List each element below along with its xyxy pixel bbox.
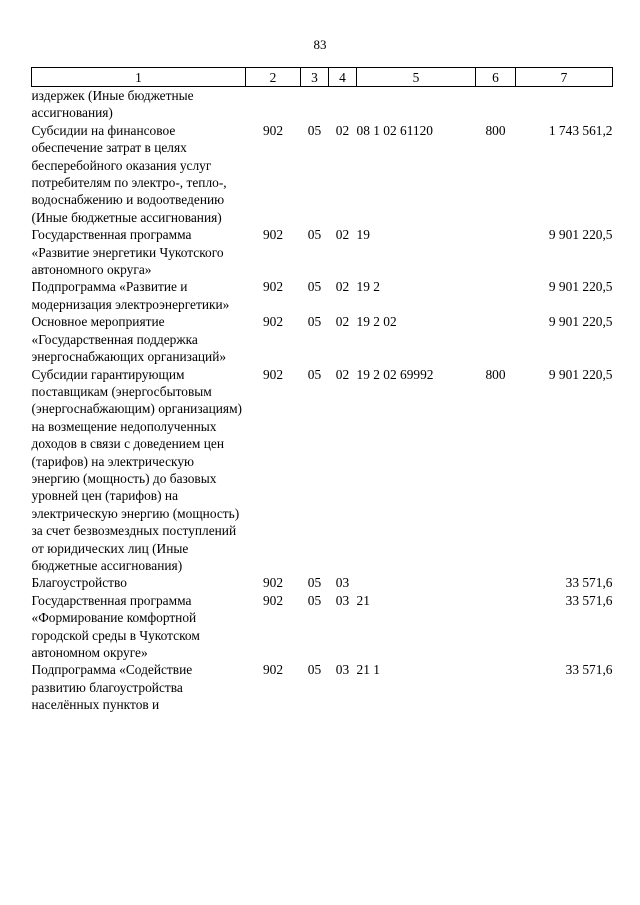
- row-amount: 33 571,6: [565, 575, 613, 591]
- row-subsection-code: 03: [335, 662, 350, 678]
- row-expense-type: [476, 574, 516, 591]
- header-col-4: 4: [329, 68, 357, 87]
- table-header-row: [32, 68, 613, 87]
- row-subsection-code: [329, 87, 357, 122]
- table-row: [32, 313, 613, 365]
- table-row: [32, 574, 613, 591]
- row-ministry-code: 902: [262, 366, 284, 382]
- row-name: Субсидии гарантирующим поставщикам (энергосбытовым (энергоснабжающим) организациям) на возмещение недополученных доходов в связи с доведением цен (тарифов) на электрическую энергию (мощность) до базовых уровней цен (тарифов) на электрическую энергию (мощность) за счет безвозмездных поступлений от юридических лиц (Иные бюджетные ассигнования): [31, 366, 243, 573]
- row-ministry-code: 902: [262, 592, 284, 608]
- table-row: [32, 661, 613, 713]
- row-section-code: 05: [307, 575, 322, 591]
- row-ministry-code: 902: [262, 314, 284, 330]
- header-col-2: 2: [246, 68, 301, 87]
- table-row: [32, 592, 613, 662]
- row-ministry-code: 902: [262, 122, 284, 138]
- table-row: [32, 87, 613, 122]
- row-name: Подпрограмма «Содействие развитию благоустройства населённых пунктов и: [31, 662, 193, 713]
- row-amount: [516, 87, 613, 122]
- row-subsection-code: 03: [335, 575, 350, 591]
- page-number: 83: [313, 37, 327, 52]
- row-name: Подпрограмма «Развитие и модернизация электроэнергетики»: [31, 279, 230, 312]
- header-col-3: 3: [301, 68, 329, 87]
- row-amount: 9 901 220,5: [548, 227, 613, 243]
- row-section-code: 05: [307, 592, 322, 608]
- row-target-code: 19 2 02: [356, 314, 397, 330]
- row-amount: 33 571,6: [565, 662, 613, 678]
- row-amount: 9 901 220,5: [548, 366, 613, 382]
- row-expense-type: [476, 592, 516, 662]
- row-section-code: 05: [307, 366, 322, 382]
- row-target-code: 21 1: [356, 662, 380, 678]
- row-subsection-code: 02: [335, 366, 350, 382]
- table-row: [32, 278, 613, 313]
- row-target-code: 19 2: [356, 279, 380, 295]
- row-subsection-code: 03: [335, 592, 350, 608]
- row-subsection-code: 02: [335, 314, 350, 330]
- row-section-code: [301, 87, 329, 122]
- row-expense-type: [476, 313, 516, 365]
- row-name: Государственная программа «Развитие энергетики Чукотского автономного округа»: [31, 227, 224, 278]
- header-col-7: 7: [516, 68, 613, 87]
- row-name: издержек (Иные бюджетные ассигнования): [31, 88, 194, 121]
- row-name: Основное мероприятие «Государственная поддержка энергоснабжающих организаций»: [31, 314, 227, 365]
- row-name: Государственная программа «Формирование комфортной городской среды в Чукотском автономном округе»: [31, 592, 200, 660]
- header-col-6: 6: [476, 68, 516, 87]
- row-section-code: 05: [307, 662, 322, 678]
- row-expense-type: 800: [485, 366, 506, 382]
- row-amount: 1 743 561,2: [548, 122, 613, 138]
- header-col-1: 1: [32, 68, 246, 87]
- row-target-code: 19: [356, 227, 370, 243]
- row-expense-type: [476, 87, 516, 122]
- row-target-code: [357, 87, 476, 122]
- row-amount: 33 571,6: [565, 592, 613, 608]
- row-subsection-code: 02: [335, 279, 350, 295]
- row-amount: 9 901 220,5: [548, 279, 613, 295]
- row-subsection-code: 02: [335, 122, 350, 138]
- row-expense-type: 800: [485, 122, 506, 138]
- row-ministry-code: 902: [262, 227, 284, 243]
- row-target-code: [357, 574, 476, 591]
- row-expense-type: [476, 661, 516, 713]
- table-row: [32, 366, 613, 575]
- row-ministry-code: 902: [262, 279, 284, 295]
- table-row: [32, 226, 613, 278]
- row-expense-type: [476, 226, 516, 278]
- budget-table: [31, 67, 613, 714]
- row-section-code: 05: [307, 279, 322, 295]
- row-ministry-code: 902: [262, 662, 284, 678]
- row-target-code: 19 2 02 69992: [356, 366, 434, 382]
- row-section-code: 05: [307, 314, 322, 330]
- row-expense-type: [476, 278, 516, 313]
- row-ministry-code: [246, 87, 301, 122]
- row-ministry-code: 902: [262, 575, 284, 591]
- row-section-code: 05: [307, 122, 322, 138]
- row-amount: 9 901 220,5: [548, 314, 613, 330]
- row-name: Субсидии на финансовое обеспечение затрат в целях бесперебойного оказания услуг потребителям по электро-, тепло-, водоснабжению и водоотведению (Иные бюджетные ассигнования): [31, 122, 227, 225]
- row-name: Благоустройство: [31, 575, 127, 591]
- row-section-code: 05: [307, 227, 322, 243]
- row-target-code: 21: [356, 592, 370, 608]
- header-col-5: 5: [357, 68, 476, 87]
- table-row: [32, 122, 613, 226]
- row-target-code: 08 1 02 61120: [356, 122, 433, 138]
- row-subsection-code: 02: [335, 227, 350, 243]
